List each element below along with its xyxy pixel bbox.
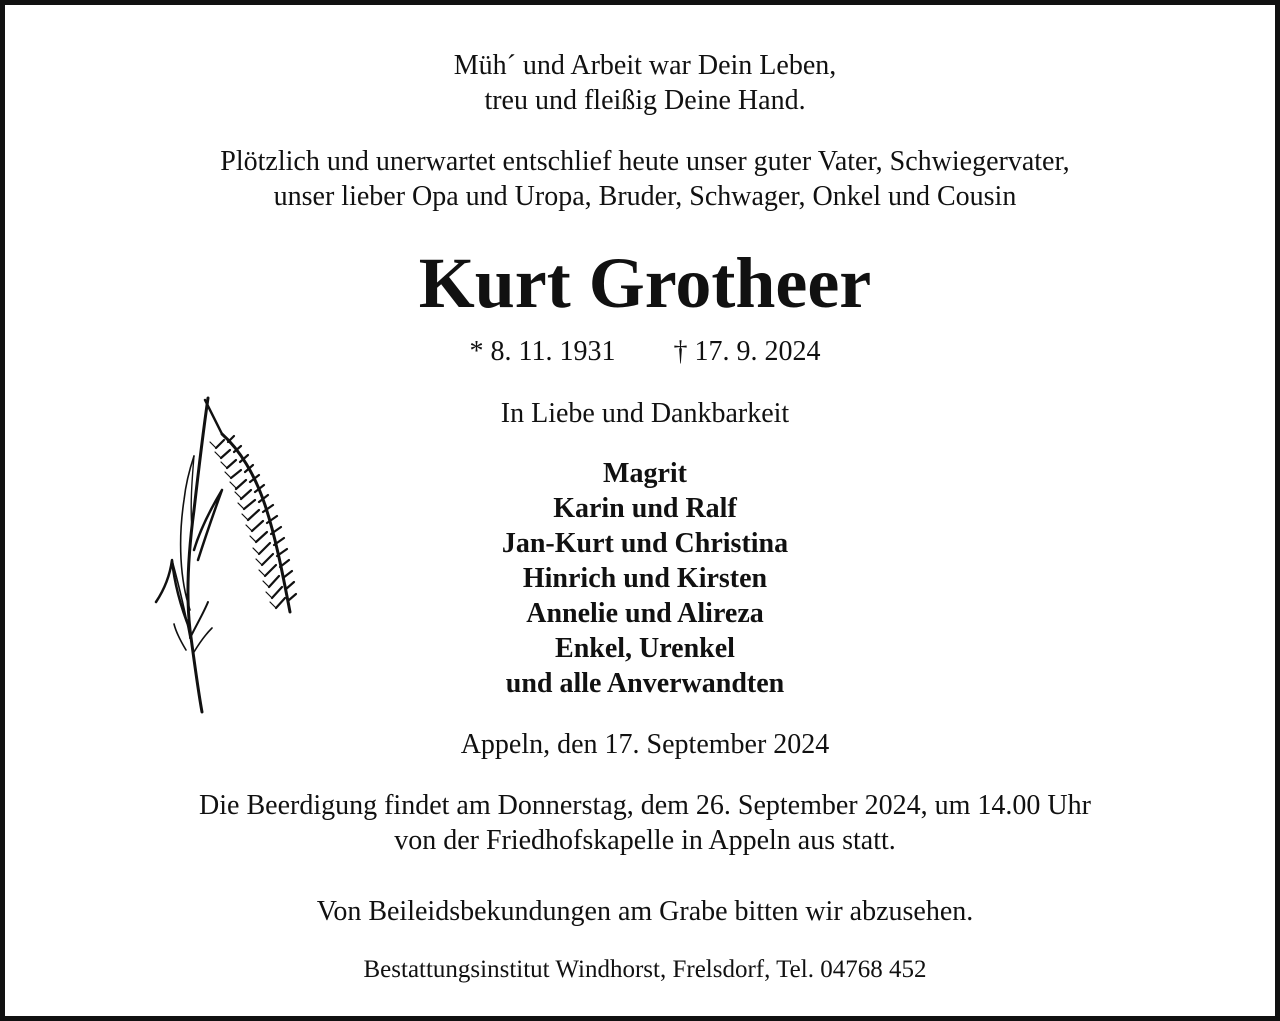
mourner-line: Hinrich und Kirsten — [522, 563, 768, 594]
funeral-line-1: Die Beerdigung findet am Donnerstag, dem 26. September 2024, um 14.00 Uhr — [199, 790, 1091, 821]
funeral-line-2: von der Friedhofskapelle in Appeln aus statt. — [394, 825, 896, 856]
verse-line-2: treu und fleißig Deine Hand. — [484, 85, 806, 116]
place-and-date: Appeln, den 17. September 2024 — [460, 729, 830, 760]
condolence-note: Von Beileidsbekundungen am Grabe bitten wir abzusehen. — [316, 896, 974, 927]
announcement-line-1: Plötzlich und unerwartet entschlief heute unser guter Vater, Schwiegervater, — [220, 146, 1070, 177]
mourner-line: Jan-Kurt und Christina — [501, 528, 789, 559]
death-date: † 17. 9. 2024 — [673, 336, 821, 367]
birth-date: * 8. 11. 1931 — [469, 336, 616, 367]
mourner-line: Enkel, Urenkel — [555, 633, 735, 664]
mourner-line: und alle Anverwandten — [505, 668, 785, 699]
deceased-name: Kurt Grotheer — [418, 243, 872, 323]
dedication: In Liebe und Dankbarkeit — [500, 398, 790, 429]
wheat-ear-icon — [150, 390, 300, 720]
undertaker-info: Bestattungsinstitut Windhorst, Frelsdorf, Tel. 04768 452 — [363, 956, 927, 983]
life-dates — [5, 334, 1280, 369]
mourner-line: Annelie und Alireza — [526, 598, 764, 629]
announcement-line-2: unser lieber Opa und Uropa, Bruder, Schwager, Onkel und Cousin — [273, 181, 1017, 212]
verse-line-1: Müh´ und Arbeit war Dein Leben, — [453, 50, 837, 81]
mourner-line: Magrit — [603, 458, 687, 489]
mourner-line: Karin und Ralf — [553, 493, 737, 524]
